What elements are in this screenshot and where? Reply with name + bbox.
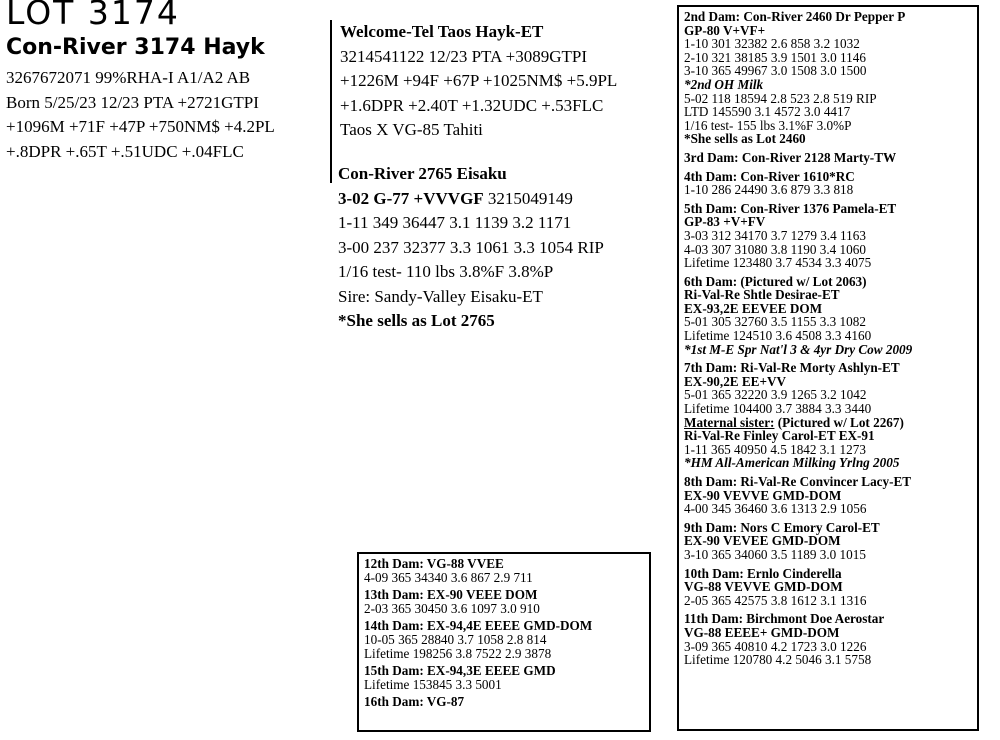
sire-name: Welcome-Tel Taos Hayk-ET	[340, 22, 544, 41]
pedigree-line-text: EX-93,2E EEVEE DOM	[684, 300, 823, 316]
pedigree-line-text: 15th Dam: EX-94,3E EEEE GMD	[364, 663, 556, 679]
pedigree-line-text: 5-01 365 32220 3.9 1265 3.2 1042	[684, 387, 867, 403]
pedigree-line-text: 11th Dam: Birchmont Doe Aerostar	[684, 611, 885, 627]
pedigree-line	[684, 361, 973, 375]
pedigree-line	[364, 557, 645, 571]
pedigree-line	[684, 388, 973, 402]
sire-line: +1226M +94F +67P +1025NM$ +5.9PL	[340, 71, 618, 90]
pedigree-line	[684, 24, 973, 38]
pedigree-line	[684, 329, 973, 343]
dam-sells-note: *She sells as Lot 2765	[338, 311, 495, 330]
dam-line: Sire: Sandy-Valley Eisaku-ET	[338, 286, 543, 306]
pedigree-line-text: 12th Dam: VG-88 VVEE	[364, 556, 504, 571]
pedigree-line-text: VG-88 EEEE+ GMD-DOM	[684, 624, 840, 640]
pedigree-line	[364, 633, 645, 647]
pedigree-line-text: 14th Dam: EX-94,4E EEEE GMD-DOM	[364, 618, 593, 634]
dam-name: Con-River 2765 Eisaku	[338, 164, 507, 183]
pedigree-line	[684, 132, 973, 146]
dam-line: 3-00 237 32377 3.3 1061 3.3 1054 RIP	[338, 237, 604, 257]
pedigree-line	[684, 640, 973, 654]
animal-info-line: 3267672071 99%RHA-I A1/A2 AB	[6, 68, 251, 87]
pedigree-line-text: 5-01 305 32760 3.5 1155 3.3 1082	[684, 314, 866, 330]
pedigree-line	[684, 92, 973, 106]
pedigree-line	[684, 256, 973, 270]
pedigree-line	[364, 664, 645, 678]
animal-name: Con-River 3174 Hayk	[6, 35, 265, 60]
pedigree-line	[684, 302, 973, 316]
dam-line: 1-11 349 36447 3.1 1139 3.2 1171	[338, 213, 572, 232]
pedigree-entry	[684, 567, 973, 608]
pedigree-line-text: 1-10 301 32382 2.6 858 3.2 1032	[684, 36, 860, 52]
pedigree-line-text: 5th Dam: Con-River 1376 Pamela-ET	[684, 200, 897, 216]
animal-info-line: +1096M +71F +47P +750NM$ +4.2PL	[6, 117, 275, 136]
pedigree-line-text: LTD 145590 3.1 4572 3.0 4417	[684, 104, 851, 120]
pedigree-line	[684, 443, 973, 457]
pedigree-line-text: 8th Dam: Ri-Val-Re Convincer Lacy-ET	[684, 474, 912, 489]
pedigree-line	[364, 602, 645, 616]
pedigree-line	[364, 588, 645, 602]
pedigree-line	[684, 170, 973, 184]
pedigree-line-text: 5-02 118 18594 2.8 523 2.8 519 RIP	[684, 90, 877, 106]
pedigree-line	[684, 548, 973, 562]
pedigree-line-text: Ri-Val-Re Shtle Desirae-ET	[684, 287, 840, 303]
pedigree-line	[684, 626, 973, 640]
pedigree-line	[684, 534, 973, 548]
pedigree-entry	[364, 695, 645, 709]
pedigree-line	[364, 619, 645, 633]
pedigree-line	[684, 315, 973, 329]
pedigree-line	[684, 105, 973, 119]
pedigree-line	[684, 119, 973, 133]
pedigree-line-suffix: (Pictured w/ Lot 2267)	[774, 414, 904, 430]
pedigree-line-text: 3rd Dam: Con-River 2128 Marty-TW	[684, 149, 897, 165]
pedigree-line	[684, 151, 973, 165]
pedigree-line-text: Lifetime 124510 3.6 4508 3.3 4160	[684, 328, 872, 344]
pedigree-line-text: 1/16 test- 155 lbs 3.1%F 3.0%P	[684, 117, 852, 133]
pedigree-line-text: 4-03 307 31080 3.8 1190 3.4 1060	[684, 241, 866, 257]
pedigree-line	[684, 183, 973, 197]
pedigree-line	[684, 475, 973, 489]
sire-line: Taos X VG-85 Tahiti	[340, 120, 483, 139]
pedigree-line	[684, 37, 973, 51]
pedigree-line-text: 2-10 321 38185 3.9 1501 3.0 1146	[684, 49, 866, 65]
pedigree-line-text: 4-00 345 36460 3.6 1313 2.9 1056	[684, 501, 867, 517]
pedigree-line	[684, 243, 973, 257]
sire-block	[330, 20, 662, 183]
pedigree-line-text: Lifetime 123480 3.7 4534 3.3 4075	[684, 255, 872, 271]
dam-line: 1/16 test- 110 lbs 3.8%F 3.8%P	[338, 262, 554, 281]
dam-classification-line	[338, 187, 573, 212]
pedigree-line	[684, 375, 973, 389]
animal-info-line: Born 5/25/23 12/23 PTA +2721GTPI	[6, 92, 259, 112]
pedigree-line-text: 10th Dam: Ernlo Cinderella	[684, 565, 842, 581]
pedigree-entry	[684, 170, 973, 197]
pedigree-line-text: 3-10 365 34060 3.5 1189 3.0 1015	[684, 546, 866, 562]
pedigree-line	[684, 594, 973, 608]
pedigree-line-text: 16th Dam: VG-87	[364, 694, 465, 710]
pedigree-box	[677, 5, 979, 731]
pedigree-line-text: EX-90 VEVVE GMD-DOM	[684, 487, 842, 503]
pedigree-line-text: 2-05 365 42575 3.8 1612 3.1 1316	[684, 592, 867, 608]
pedigree-line	[684, 653, 973, 667]
extended-pedigree-box	[357, 552, 651, 732]
pedigree-line-text: GP-80 V+VF+	[684, 22, 766, 38]
pedigree-line-text: 2nd Dam: Con-River 2460 Dr Pepper P	[684, 9, 906, 24]
pedigree-entry	[684, 151, 973, 165]
pedigree-line	[364, 647, 645, 661]
pedigree-line-text: VG-88 VEVVE GMD-DOM	[684, 579, 843, 595]
sire-line: +1.6DPR +2.40T +1.32UDC +.53FLC	[340, 95, 604, 115]
pedigree-line	[684, 567, 973, 581]
pedigree-line	[684, 580, 973, 594]
pedigree-line-text: 3-10 365 49967 3.0 1508 3.0 1500	[684, 63, 867, 79]
pedigree-line-text: *HM All-American Milking Yrlng 2005	[684, 455, 900, 471]
animal-info	[6, 66, 275, 164]
sire-line: 3214541122 12/23 PTA +3089GTPI	[340, 46, 588, 66]
pedigree-line-text: 7th Dam: Ri-Val-Re Morty Ashlyn-ET	[684, 360, 900, 376]
pedigree-entry	[364, 619, 645, 660]
pedigree-line	[684, 489, 973, 503]
pedigree-line-text: 3-09 365 40810 4.2 1723 3.0 1226	[684, 638, 867, 654]
pedigree-line-text: 2-03 365 30450 3.6 1097 3.0 910	[364, 600, 540, 616]
pedigree-line-text: *2nd OH Milk	[684, 76, 764, 92]
pedigree-entry	[364, 588, 645, 615]
pedigree-line-text: 9th Dam: Nors C Emory Carol-ET	[684, 519, 880, 535]
pedigree-line-text: 4th Dam: Con-River 1610*RC	[684, 168, 855, 184]
pedigree-entry	[684, 275, 973, 357]
pedigree-line	[684, 416, 973, 430]
pedigree-line-text: 3-03 312 34170 3.7 1279 3.4 1163	[684, 227, 866, 243]
pedigree-line	[684, 10, 973, 24]
pedigree-line-text: Lifetime 198256 3.8 7522 2.9 3878	[364, 645, 552, 661]
pedigree-line-text: Lifetime 120780 4.2 5046 3.1 5758	[684, 652, 872, 668]
pedigree-entry	[684, 521, 973, 562]
pedigree-line-text: Lifetime 153845 3.3 5001	[364, 676, 502, 692]
pedigree-entry	[684, 10, 973, 146]
pedigree-line-text: *She sells as Lot 2460	[684, 131, 806, 147]
pedigree-line	[364, 571, 645, 585]
pedigree-line	[684, 456, 973, 470]
pedigree-line	[684, 229, 973, 243]
dam-registration: 3215049149	[483, 188, 573, 208]
pedigree-entry	[684, 202, 973, 270]
pedigree-line	[684, 202, 973, 216]
pedigree-line	[684, 502, 973, 516]
pedigree-line	[684, 288, 973, 302]
pedigree-line	[684, 402, 973, 416]
pedigree-entry	[684, 612, 973, 666]
pedigree-line	[684, 612, 973, 626]
dam-classification: 3-02 G-77 +VVVGF	[338, 188, 484, 208]
pedigree-line	[684, 521, 973, 535]
pedigree-line	[684, 64, 973, 78]
pedigree-line	[684, 78, 973, 92]
pedigree-line-text: *1st M-E Spr Nat'l 3 & 4yr Dry Cow 2009	[684, 341, 913, 357]
pedigree-line	[684, 51, 973, 65]
pedigree-line	[684, 343, 973, 357]
pedigree-entry	[364, 664, 645, 691]
pedigree-line-text: Maternal sister:	[684, 414, 775, 430]
pedigree-line	[684, 215, 973, 229]
animal-info-line: +.8DPR +.65T +.51UDC +.04FLC	[6, 141, 244, 161]
pedigree-line-text: 1-10 286 24490 3.6 879 3.3 818	[684, 182, 854, 198]
pedigree-entry	[684, 475, 973, 516]
pedigree-line-text: 6th Dam: (Pictured w/ Lot 2063)	[684, 273, 867, 289]
pedigree-line-text: Lifetime 104400 3.7 3884 3.3 3440	[684, 401, 872, 417]
pedigree-line	[684, 429, 973, 443]
pedigree-line-text: EX-90,2E EE+VV	[684, 373, 787, 389]
pedigree-line	[364, 678, 645, 692]
pedigree-line	[364, 695, 645, 709]
lot-number: LOT 3174	[6, 0, 180, 32]
pedigree-entry	[684, 361, 973, 470]
pedigree-line-text: 10-05 365 28840 3.7 1058 2.8 814	[364, 631, 547, 647]
pedigree-line-text: 1-11 365 40950 4.5 1842 3.1 1273	[684, 441, 866, 457]
pedigree-line-text: 4-09 365 34340 3.6 867 2.9 711	[364, 569, 533, 585]
pedigree-line-text: 13th Dam: EX-90 VEEE DOM	[364, 587, 538, 603]
pedigree-line-text: EX-90 VEVEE GMD-DOM	[684, 533, 841, 549]
pedigree-line	[684, 275, 973, 289]
pedigree-entry	[364, 557, 645, 584]
pedigree-line-text: GP-83 +V+FV	[684, 214, 766, 230]
pedigree-line-text: Ri-Val-Re Finley Carol-ET EX-91	[684, 428, 875, 444]
